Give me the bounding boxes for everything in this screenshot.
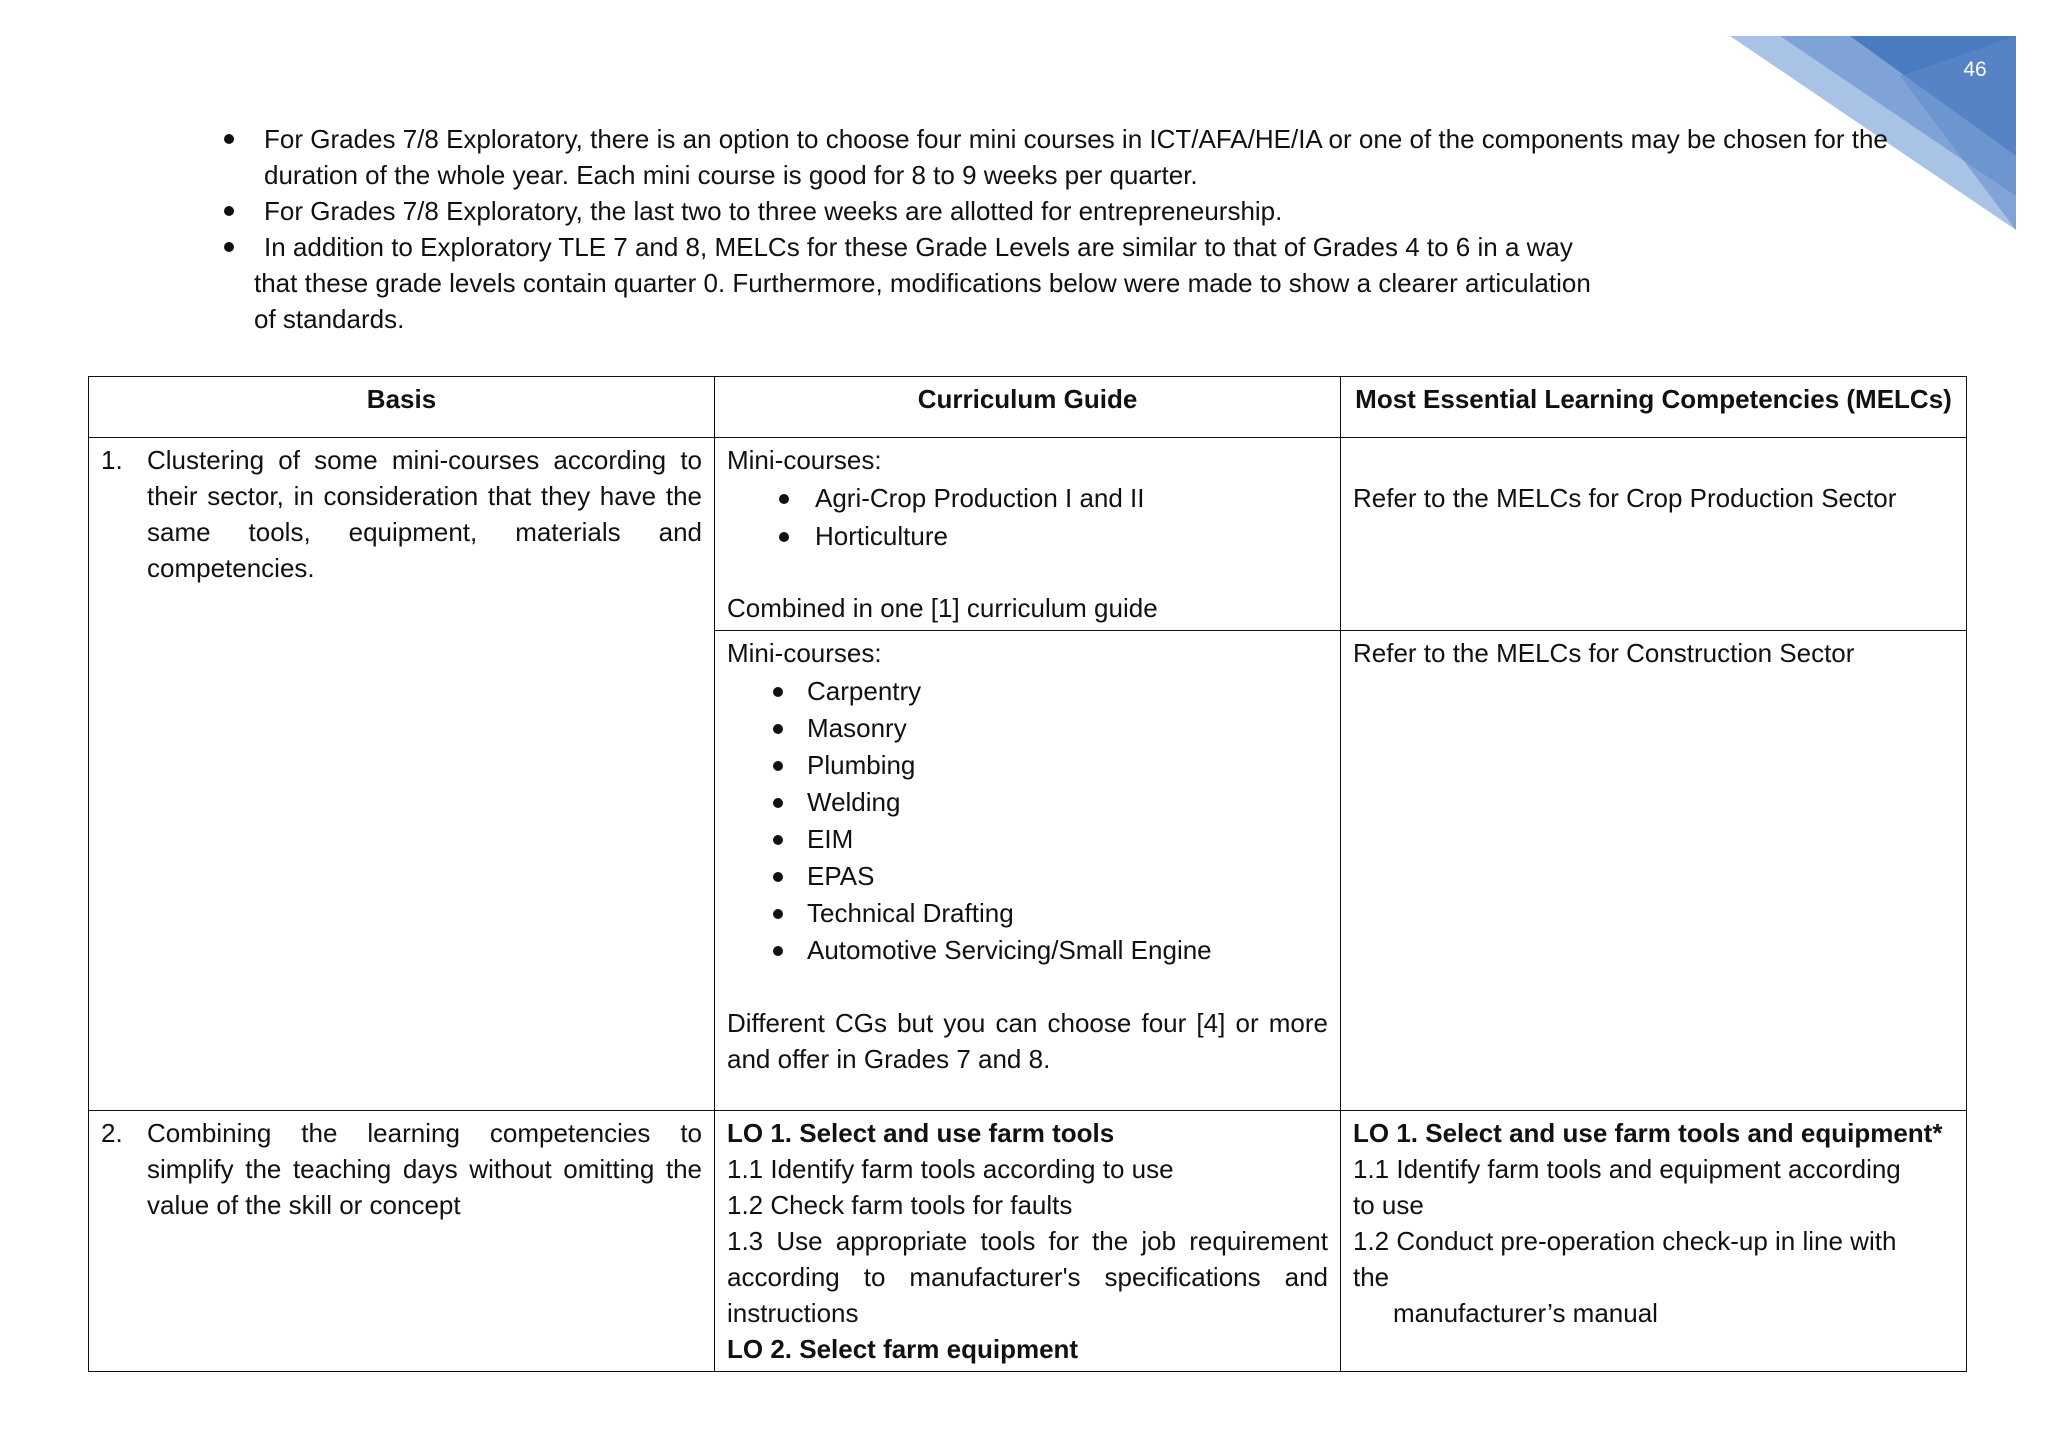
curriculum-guide-cell: LO 1. Select and use farm tools 1.1 Identify farm tools according to use 1.2 Check farm tools for faults 1.3 Use appropriate tools for the job requirement according to manufacturer's specifications and instructions LO 2. Select farm equipment	[715, 1111, 1341, 1372]
melc-cell: LO 1. Select and use farm tools and equipment* 1.1 Identify farm tools and equipment according to use 1.2 Conduct pre-operation check-up in line with the manufacturer’s manual	[1341, 1111, 1967, 1372]
bullet-icon	[779, 494, 789, 504]
intro-bullet-continuation: that these grade levels contain quarter 0. Furthermore, modifications below were made to show a clearer articulation	[254, 268, 1591, 298]
mini-course-list	[727, 480, 1328, 554]
melc-cell: Refer to the MELCs for Construction Sector	[1341, 631, 1967, 1111]
bullet-icon	[773, 724, 783, 734]
mini-course-list	[727, 673, 1328, 969]
basis-cell	[89, 1111, 715, 1372]
curriculum-guide-cell: Mini-courses: Agri-Crop Production I and II Horticulture Combined in one [1] curriculum guide	[715, 438, 1341, 631]
table-row	[89, 438, 1967, 631]
table-header-row	[89, 377, 1967, 438]
comparison-table	[88, 376, 1967, 1372]
bullet-icon	[773, 798, 783, 808]
list-item: Agri-Crop Production I and II	[727, 480, 1328, 516]
header-melcs: Most Essential Learning Competencies (MELCs)	[1341, 377, 1967, 438]
bullet-icon	[224, 242, 234, 252]
bullet-icon	[224, 206, 234, 216]
curriculum-guide-cell: Mini-courses: Carpentry Masonry Plumbing Welding EIM EPAS Technical Drafting Automotive Servicing/Small Engine Different CGs but you can choose four [4] or more and offer in Grades 7 and 8.	[715, 631, 1341, 1111]
header-basis: Basis	[89, 377, 715, 438]
intro-bullet-continuation: of standards.	[254, 304, 405, 334]
intro-bullet: In addition to Exploratory TLE 7 and 8, MELCs for these Grade Levels are similar to that of Grades 4 to 6 in a way	[218, 229, 1978, 265]
list-item: Horticulture	[727, 518, 1328, 554]
list-item: Plumbing	[727, 747, 1328, 784]
bullet-icon	[773, 687, 783, 697]
list-item: Masonry	[727, 710, 1328, 747]
header-curriculum-guide: Curriculum Guide	[715, 377, 1341, 438]
page-number: 46	[1963, 58, 1987, 81]
bullet-icon	[773, 946, 783, 956]
bullet-icon	[773, 872, 783, 882]
basis-cell	[89, 438, 715, 1111]
intro-bullet: For Grades 7/8 Exploratory, there is an option to choose four mini courses in ICT/AFA/HE/IA or one of the components may be chosen for the duration of the whole year. Each mini course is good for 8 to 9 weeks per quarter.	[218, 121, 1978, 193]
bullet-icon	[779, 532, 789, 542]
basis-item: 1. Clustering of some mini-courses according to their sector, in consideration that they have the same tools, equipment, materials and competencies.	[101, 445, 702, 583]
list-item: EPAS	[727, 858, 1328, 895]
list-item: Technical Drafting	[727, 895, 1328, 932]
basis-item: 2. Combining the learning competencies to simplify the teaching days without omitting the value of the skill or concept	[101, 1118, 702, 1220]
bullet-icon	[773, 835, 783, 845]
intro-notes	[218, 121, 1978, 337]
list-item: Welding	[727, 784, 1328, 821]
bullet-icon	[773, 761, 783, 771]
list-item: EIM	[727, 821, 1328, 858]
table-row	[89, 1111, 1967, 1372]
intro-bullet: For Grades 7/8 Exploratory, the last two to three weeks are allotted for entrepreneurship.	[218, 193, 1978, 229]
melc-cell: Refer to the MELCs for Crop Production Sector	[1341, 438, 1967, 631]
list-item: Automotive Servicing/Small Engine	[727, 932, 1328, 969]
bullet-icon	[224, 134, 234, 144]
list-item: Carpentry	[727, 673, 1328, 710]
bullet-icon	[773, 909, 783, 919]
